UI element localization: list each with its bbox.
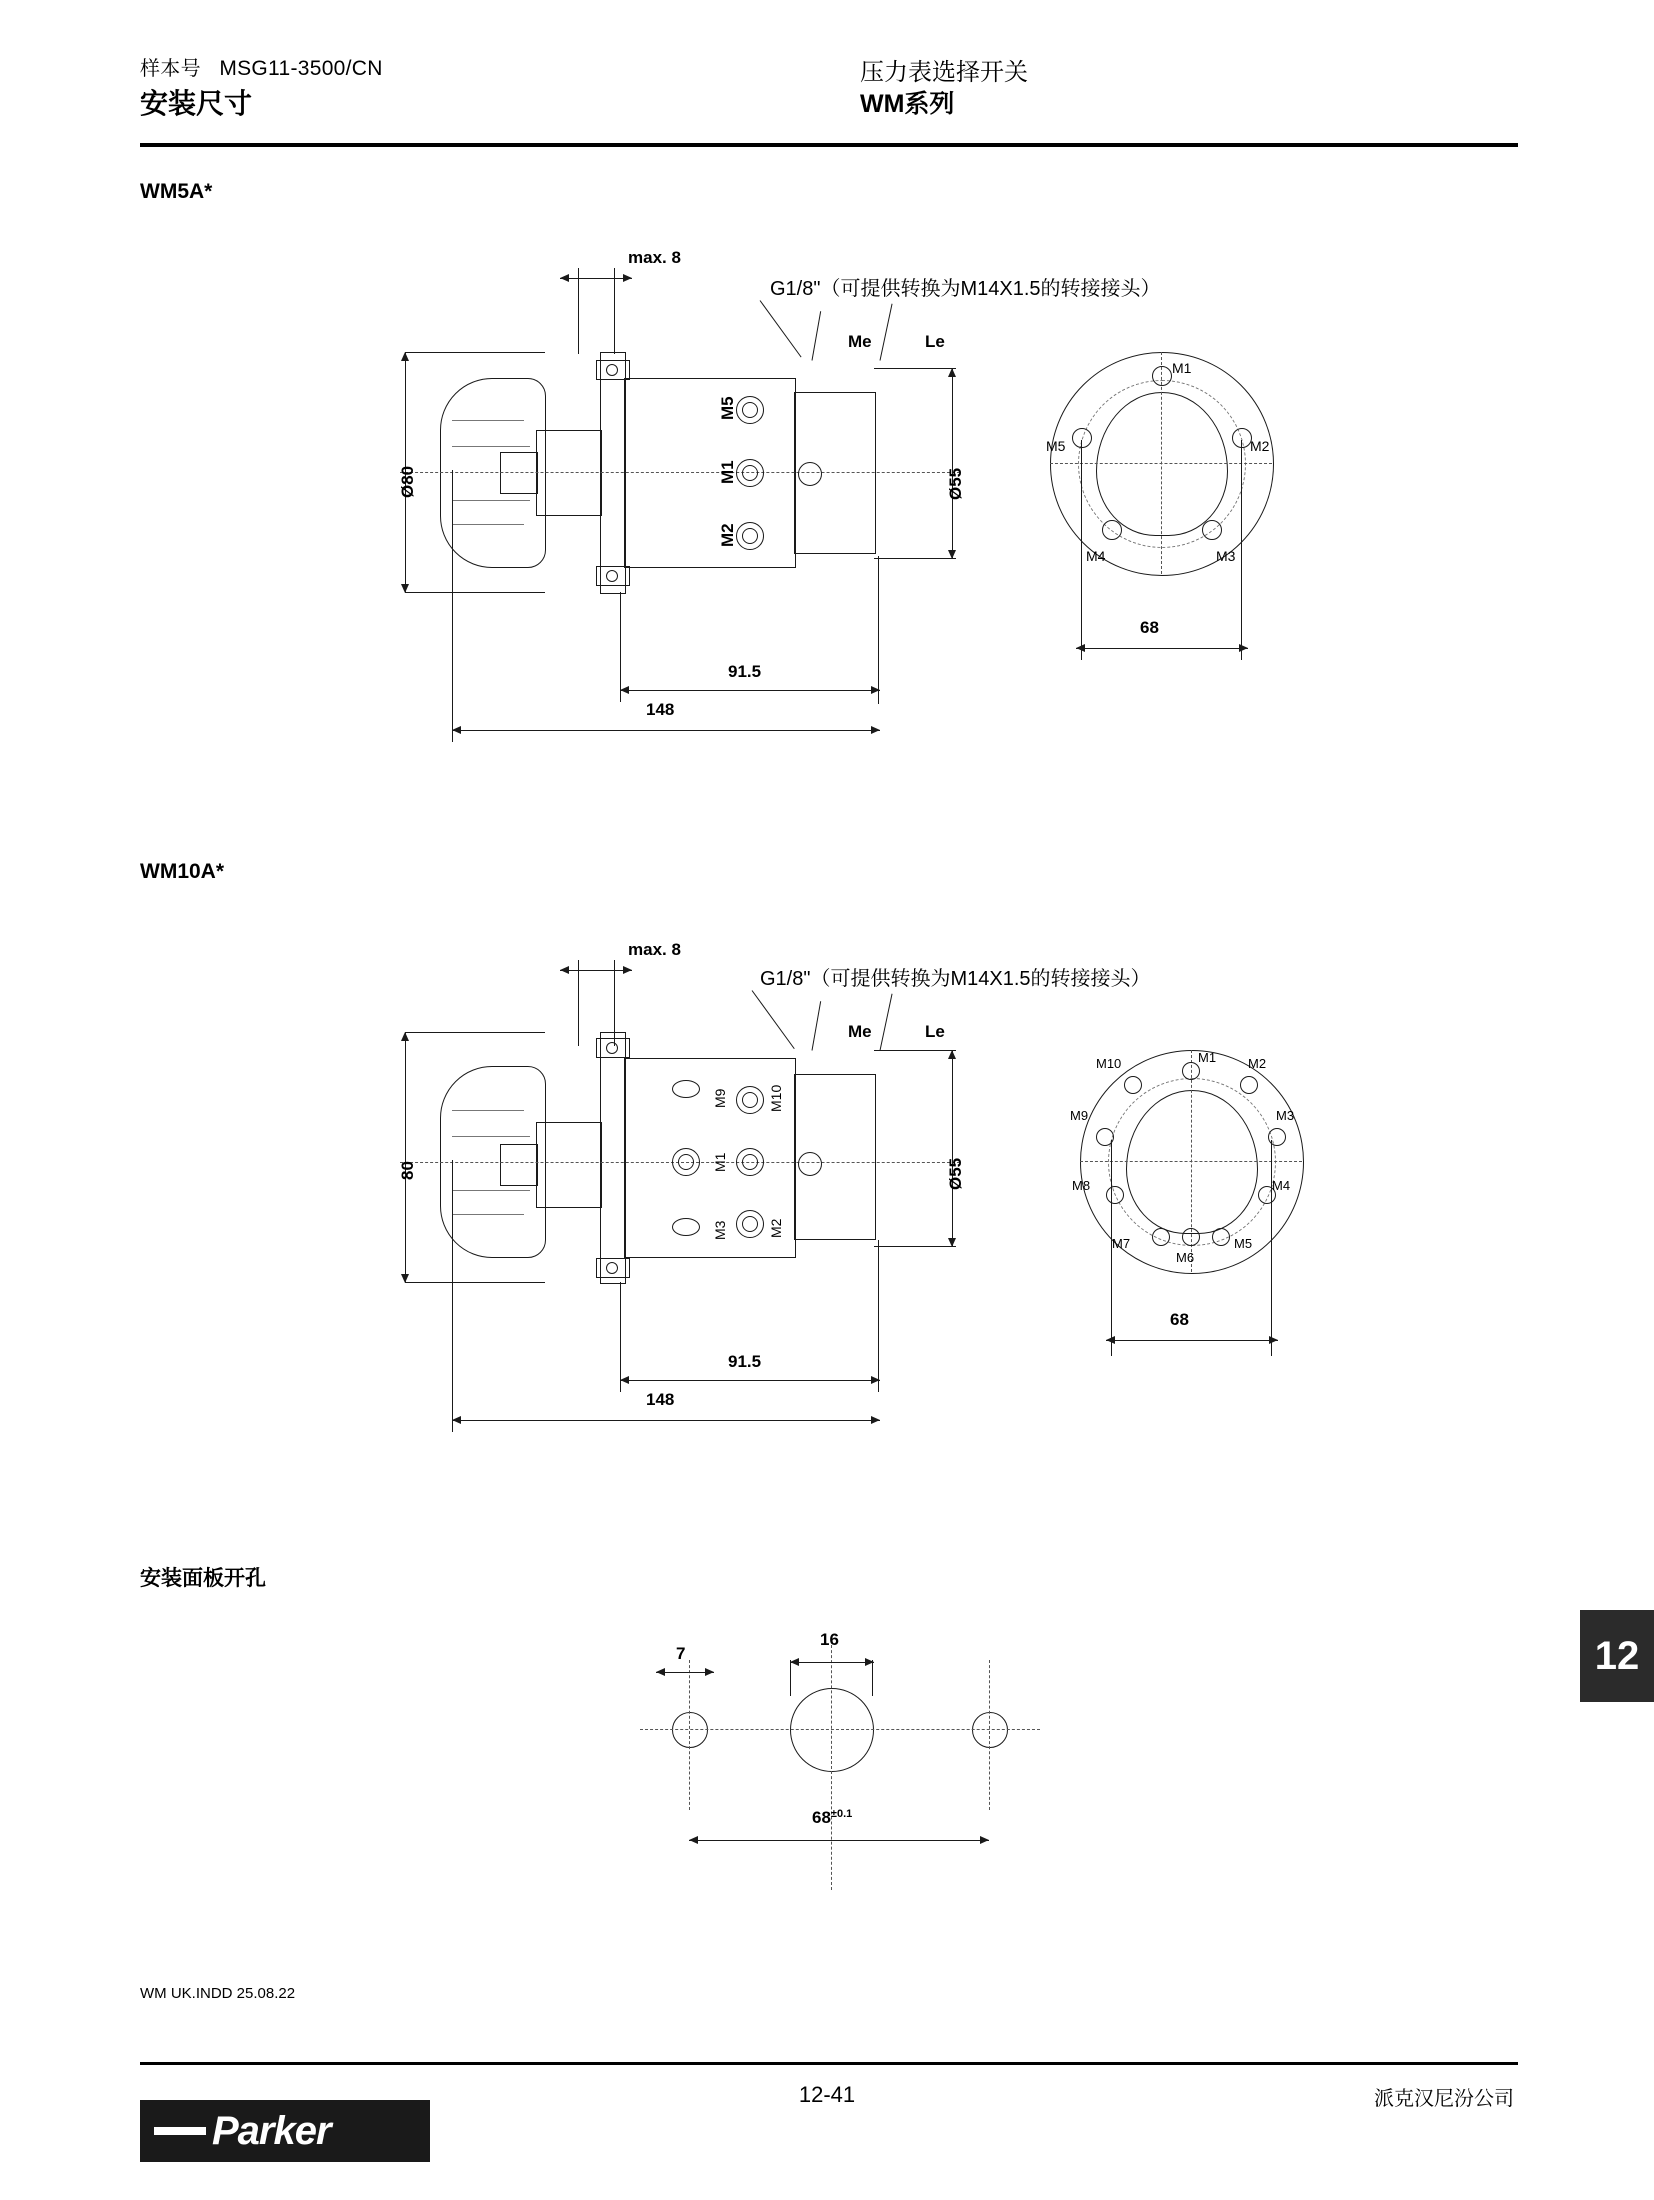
product-line-title: 压力表选择开关 <box>860 59 1028 86</box>
section-label-panel: 安装面板开孔 <box>140 1567 266 1590</box>
wm5a-front-m1: M1 <box>1172 360 1192 376</box>
panel-hole-left <box>672 1712 708 1748</box>
wm5a-port-m5: M5 <box>718 396 737 420</box>
parker-logo <box>140 2100 430 2162</box>
wm5a-port-m2: M2 <box>718 523 737 547</box>
chapter-tab <box>1580 1610 1654 1702</box>
panel-dim-7: 7 <box>676 1644 686 1663</box>
panel-hole-right <box>972 1712 1008 1748</box>
product-series-title: WM系列 <box>860 90 955 118</box>
wm10a-max8-label: max. 8 <box>628 940 681 959</box>
wm10a-front-m7: M7 <box>1112 1236 1131 1251</box>
section-label-wm10a: WM10A* <box>140 860 225 883</box>
wm5a-me-label: Me <box>848 332 872 351</box>
wm5a-front-dim68: 68 <box>1140 618 1159 637</box>
wm5a-dim-148: 148 <box>646 700 675 719</box>
wm10a-dim-915: 91.5 <box>728 1352 762 1371</box>
wm5a-le-label: Le <box>925 332 945 351</box>
wm5a-port-m1: M1 <box>718 460 737 484</box>
wm10a-le-label: Le <box>925 1022 945 1041</box>
section-label-wm5a: WM5A* <box>140 180 213 203</box>
wm10a-front-m3: M3 <box>1276 1108 1295 1123</box>
wm5a-port-note: G1/8"（可提供转换为M14X1.5的转接接头） <box>770 278 1161 300</box>
panel-dim-68 <box>812 1808 852 1828</box>
panel-dim-68-value: 68 <box>812 1808 831 1828</box>
parker-logo-text: Parker <box>212 2108 331 2153</box>
panel-dim-68-tolerance: ±0.1 <box>830 1808 853 1820</box>
wm10a-dim80: 80 <box>398 1161 417 1180</box>
wm10a-front-m10: M10 <box>1096 1056 1122 1071</box>
footer-company: 派克汉尼汾公司 <box>1374 2088 1514 2110</box>
catalog-label: 样本号 <box>140 58 201 80</box>
wm10a-front-m4: M4 <box>1272 1178 1291 1193</box>
wm10a-front-m5: M5 <box>1234 1236 1253 1251</box>
header-divider <box>140 143 1518 147</box>
panel-dim-16: 16 <box>820 1630 839 1649</box>
wm10a-port-m9: M9 <box>712 1088 728 1108</box>
wm5a-knob <box>440 378 546 568</box>
page-title: 安装尺寸 <box>140 88 253 119</box>
footer-file-info: WM UK.INDD 25.08.22 <box>140 1985 296 2002</box>
wm10a-dia55: Ø55 <box>946 1157 965 1190</box>
chapter-tab-number: 12 <box>1594 1633 1640 1678</box>
wm5a-front-m3: M3 <box>1216 548 1236 564</box>
wm10a-port-note: G1/8"（可提供转换为M14X1.5的转接接头） <box>760 968 1151 990</box>
page-header <box>140 52 1520 142</box>
wm10a-port-m3: M3 <box>712 1220 728 1240</box>
parker-logo-bar <box>154 2127 206 2135</box>
catalog-number: MSG11-3500/CN <box>219 57 383 80</box>
wm10a-port-m2: M2 <box>768 1218 784 1238</box>
wm10a-front-dim68: 68 <box>1170 1310 1189 1329</box>
catalog-line <box>140 52 383 81</box>
wm10a-front-m9: M9 <box>1070 1108 1089 1123</box>
wm5a-dia80: Ø80 <box>398 465 417 498</box>
wm5a-max8-label: max. 8 <box>628 248 681 267</box>
wm10a-dim-148: 148 <box>646 1390 675 1409</box>
wm5a-front-m2: M2 <box>1250 438 1270 454</box>
wm10a-front-m2: M2 <box>1248 1056 1267 1071</box>
wm5a-dim-915: 91.5 <box>728 662 762 681</box>
wm10a-port-m1: M1 <box>712 1152 728 1172</box>
wm10a-port-m10: M10 <box>768 1084 784 1112</box>
wm5a-front-m5: M5 <box>1046 438 1066 454</box>
wm10a-front-m8: M8 <box>1072 1178 1091 1193</box>
wm10a-front-m6: M6 <box>1176 1250 1195 1265</box>
wm10a-front-m1: M1 <box>1198 1050 1217 1065</box>
wm5a-dia55: Ø55 <box>946 467 965 500</box>
footer-divider <box>140 2062 1518 2065</box>
wm5a-front-m4: M4 <box>1086 548 1106 564</box>
footer-page-number: 12-41 <box>798 2082 856 2107</box>
panel-hole-center <box>790 1688 874 1772</box>
wm10a-me-label: Me <box>848 1022 872 1041</box>
